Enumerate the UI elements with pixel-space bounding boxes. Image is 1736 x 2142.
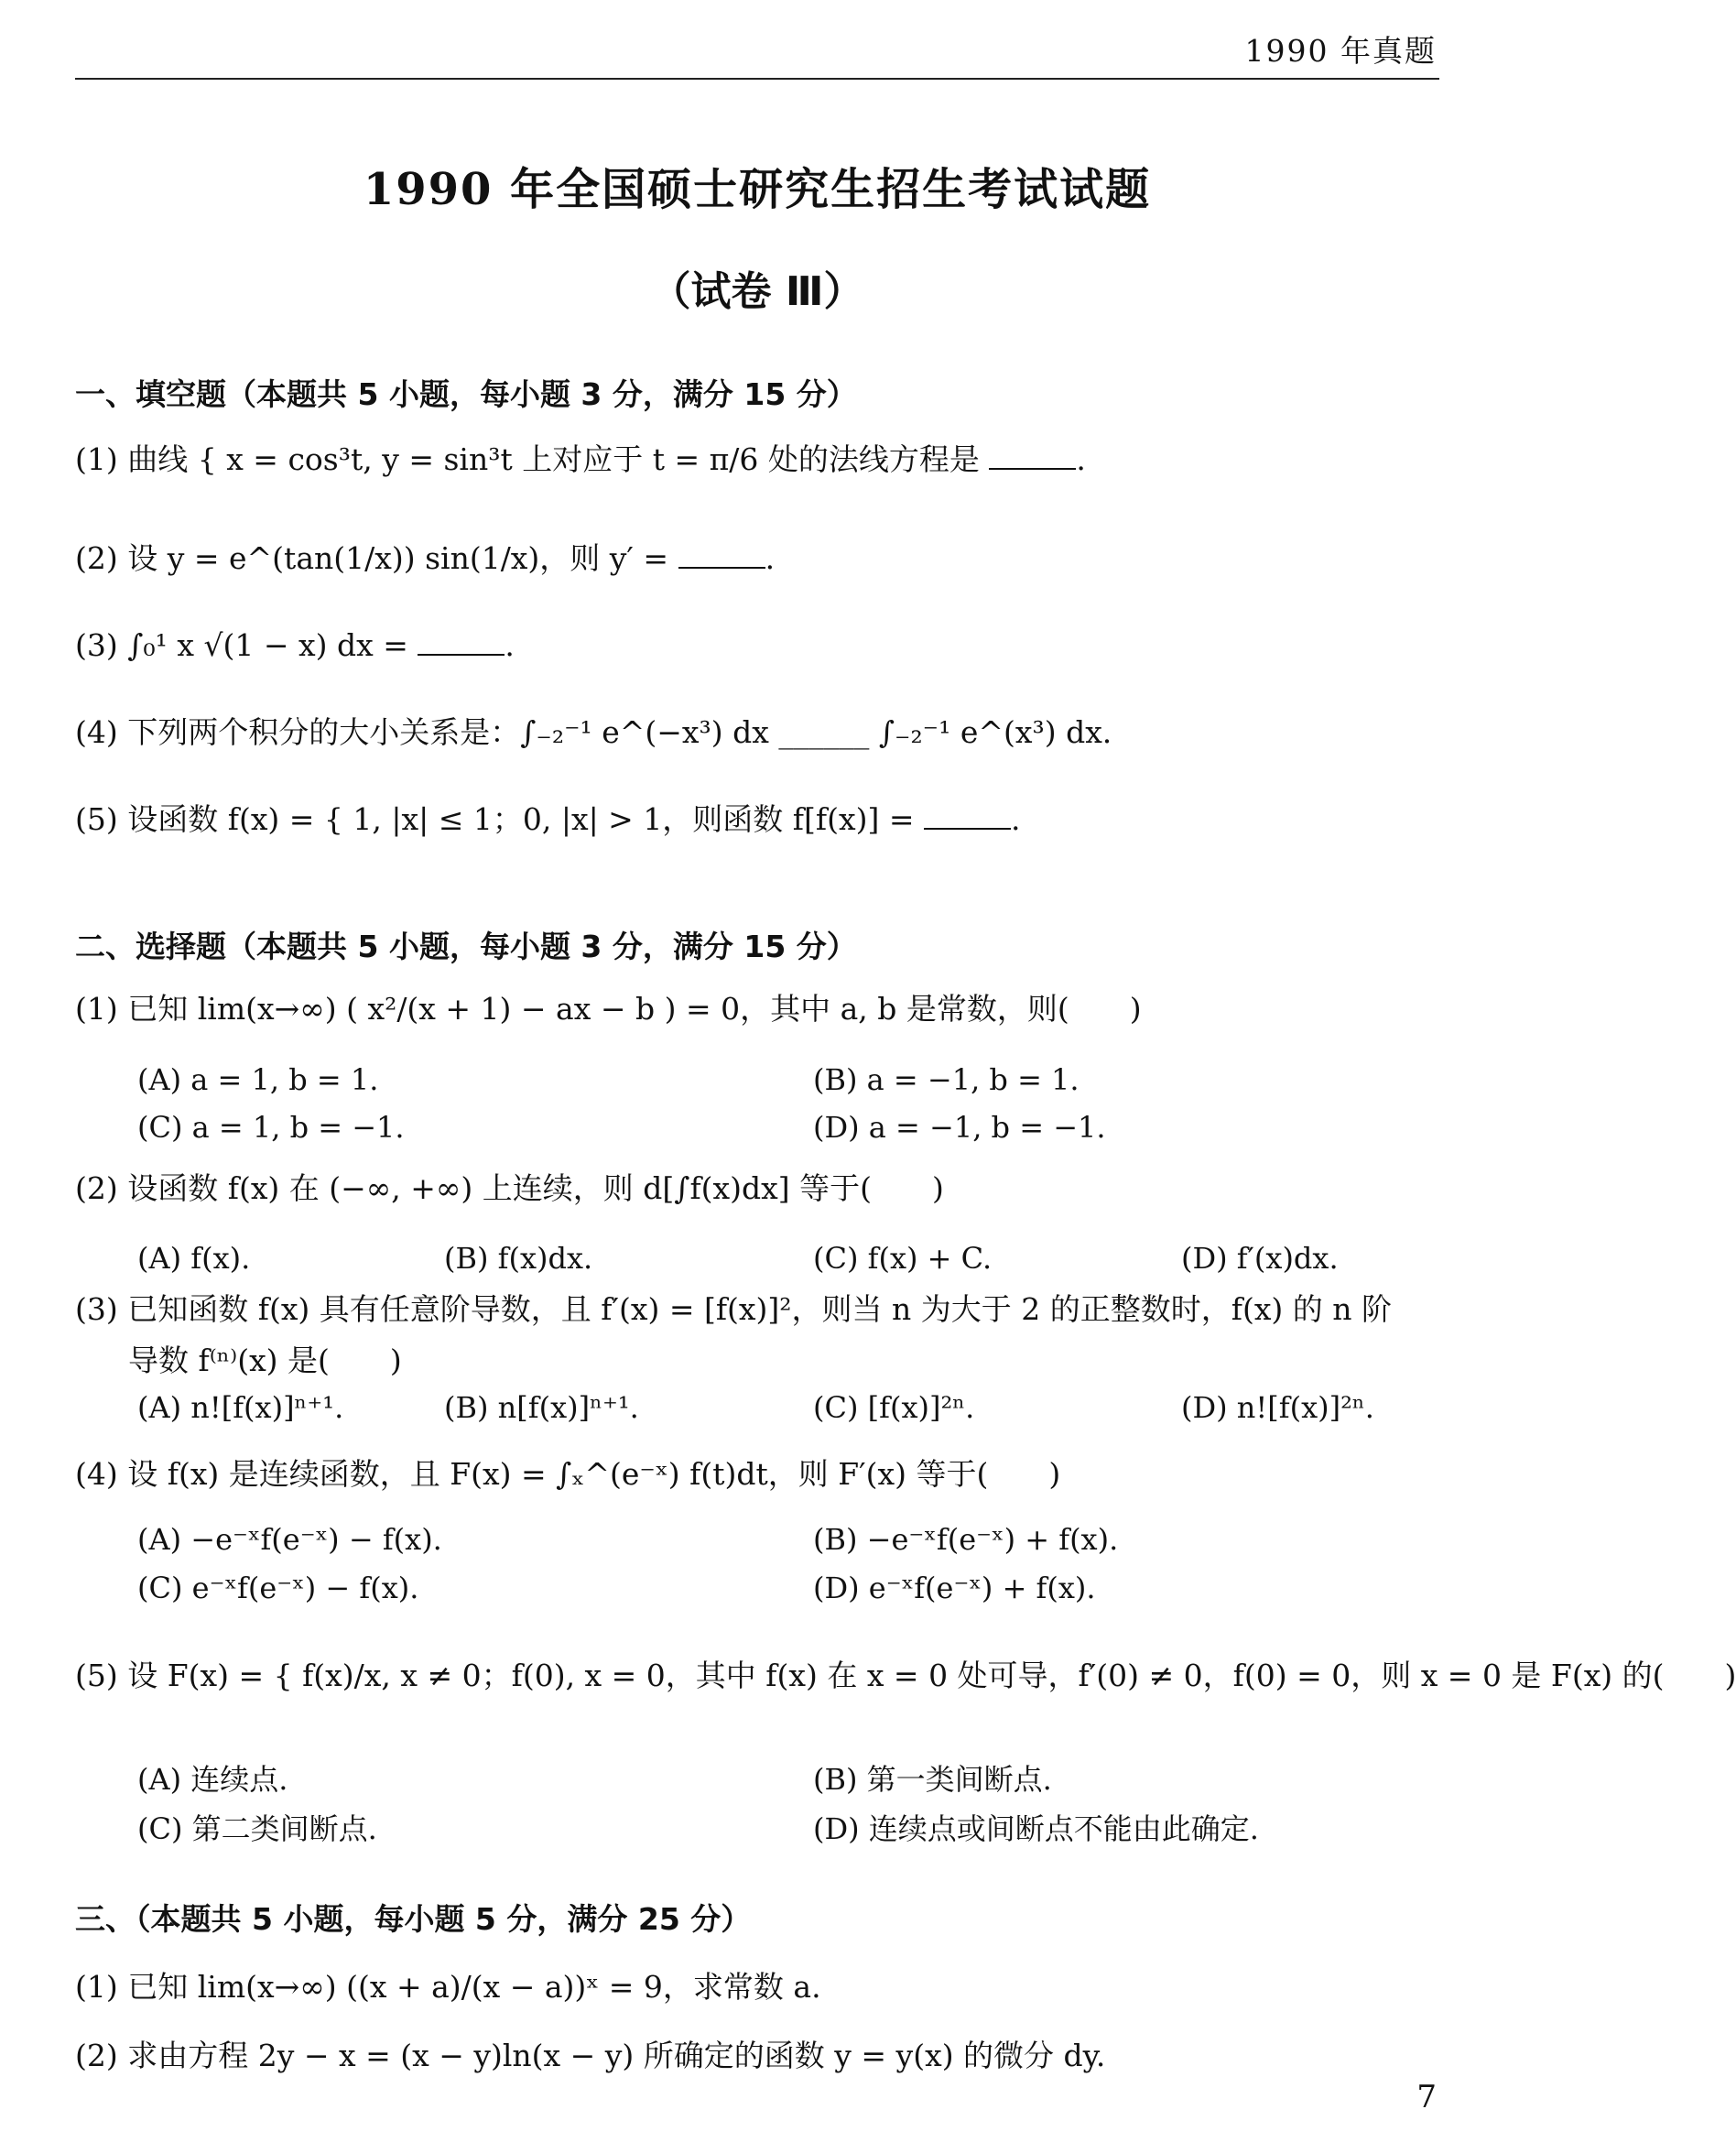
question-1-1: (1) 曲线 { x = cos³t, y = sin³t 上对应于 t = π/6 处的法线方程是 .	[75, 441, 1086, 477]
option-2-5-c: (C) 第二类间断点.	[137, 1811, 377, 1846]
question-3-2: (2) 求由方程 2y − x = (x − y)ln(x − y) 所确定的函数 y = y(x) 的微分 dy.	[75, 2038, 1106, 2073]
question-3-1: (1) 已知 lim(x→∞) ((x + a)/(x − a))ˣ = 9，求常数 a.	[75, 1969, 821, 2005]
option-2-3-a: (A) n![f(x)]ⁿ⁺¹.	[137, 1390, 344, 1425]
question-text: (1) 曲线 { x = cos³t, y = sin³t 上对应于 t = π/6 处的法线方程是	[75, 441, 980, 477]
option-2-4-a: (A) −e⁻ˣf(e⁻ˣ) − f(x).	[137, 1522, 442, 1557]
question-1-3: (3) ∫₀¹ x √(1 − x) dx = .	[75, 627, 515, 663]
option-2-1-b: (B) a = −1, b = 1.	[813, 1062, 1080, 1097]
question-text: (2) 设 y = e^(tan(1/x)) sin(1/x)，则 y′ =	[75, 540, 669, 576]
question-1-2: (2) 设 y = e^(tan(1/x)) sin(1/x)，则 y′ = .	[75, 540, 776, 576]
page-number: 7	[1416, 2079, 1437, 2115]
option-2-1-a: (A) a = 1, b = 1.	[137, 1062, 379, 1097]
answer-blank	[924, 828, 1011, 830]
page-subtitle: （试卷 Ⅲ）	[650, 268, 864, 315]
option-2-2-c: (C) f(x) + C.	[813, 1241, 993, 1276]
option-2-5-d: (D) 连续点或间断点不能由此确定.	[813, 1811, 1259, 1846]
section-heading-1: 一、填空题（本题共 5 小题，每小题 3 分，满分 15 分）	[75, 376, 857, 412]
running-header: 1990 年真题	[1244, 33, 1437, 69]
question-2-4-stem: (4) 设 f(x) 是连续函数，且 F(x) = ∫ₓ^(e⁻ˣ) f(t)dt，则 F′(x) 等于( )	[75, 1456, 1061, 1492]
option-2-3-b: (B) n[f(x)]ⁿ⁺¹.	[444, 1390, 639, 1425]
answer-blank	[678, 567, 765, 569]
option-2-3-d: (D) n![f(x)]²ⁿ.	[1181, 1390, 1374, 1425]
question-text: (3) ∫₀¹ x √(1 − x) dx =	[75, 627, 408, 663]
answer-blank	[418, 654, 505, 656]
question-1-5: (5) 设函数 f(x) = { 1, |x| ≤ 1；0, |x| > 1，则函数 f[f(x)] = .	[75, 801, 1021, 837]
option-2-1-c: (C) a = 1, b = −1.	[137, 1110, 405, 1145]
option-2-3-c: (C) [f(x)]²ⁿ.	[813, 1390, 975, 1425]
option-2-2-d: (D) f′(x)dx.	[1181, 1241, 1339, 1276]
answer-blank	[989, 468, 1076, 470]
question-2-5-stem: (5) 设 F(x) = { f(x)/x, x ≠ 0；f(0), x = 0，其中 f(x) 在 x = 0 处可导，f′(0) ≠ 0，f(0) = 0，则 x = 0 是 F(x) 的( )	[75, 1658, 1736, 1693]
section-heading-3: 三、（本题共 5 小题，每小题 5 分，满分 25 分）	[75, 1901, 752, 1937]
option-2-4-b: (B) −e⁻ˣf(e⁻ˣ) + f(x).	[813, 1522, 1119, 1557]
section-heading-2: 二、选择题（本题共 5 小题，每小题 3 分，满分 15 分）	[75, 929, 857, 964]
question-2-3-stem-cont: 导数 f⁽ⁿ⁾(x) 是( )	[128, 1343, 402, 1378]
question-2-1-stem: (1) 已知 lim(x→∞) ( x²/(x + 1) − ax − b ) = 0，其中 a, b 是常数，则( )	[75, 991, 1142, 1027]
page-title: 1990 年全国硕士研究生招生考试试题	[363, 164, 1152, 215]
option-2-2-a: (A) f(x).	[137, 1241, 251, 1276]
option-2-5-b: (B) 第一类间断点.	[813, 1762, 1052, 1797]
option-2-4-d: (D) e⁻ˣf(e⁻ˣ) + f(x).	[813, 1571, 1096, 1605]
header-rule	[75, 78, 1439, 80]
option-2-5-a: (A) 连续点.	[137, 1762, 288, 1797]
option-2-4-c: (C) e⁻ˣf(e⁻ˣ) − f(x).	[137, 1571, 419, 1605]
option-2-1-d: (D) a = −1, b = −1.	[813, 1110, 1106, 1145]
question-2-3-stem: (3) 已知函数 f(x) 具有任意阶导数，且 f′(x) = [f(x)]²，则当 n 为大于 2 的正整数时，f(x) 的 n 阶	[75, 1291, 1393, 1327]
question-text: (5) 设函数 f(x) = { 1, |x| ≤ 1；0, |x| > 1，则函数 f[f(x)] =	[75, 801, 915, 837]
option-2-2-b: (B) f(x)dx.	[444, 1241, 593, 1276]
question-1-4: (4) 下列两个积分的大小关系是：∫₋₂⁻¹ e^(−x³) dx ______ ∫₋₂⁻¹ e^(x³) dx.	[75, 714, 1112, 750]
question-2-2-stem: (2) 设函数 f(x) 在 (−∞, +∞) 上连续，则 d[∫f(x)dx] 等于( )	[75, 1170, 944, 1206]
